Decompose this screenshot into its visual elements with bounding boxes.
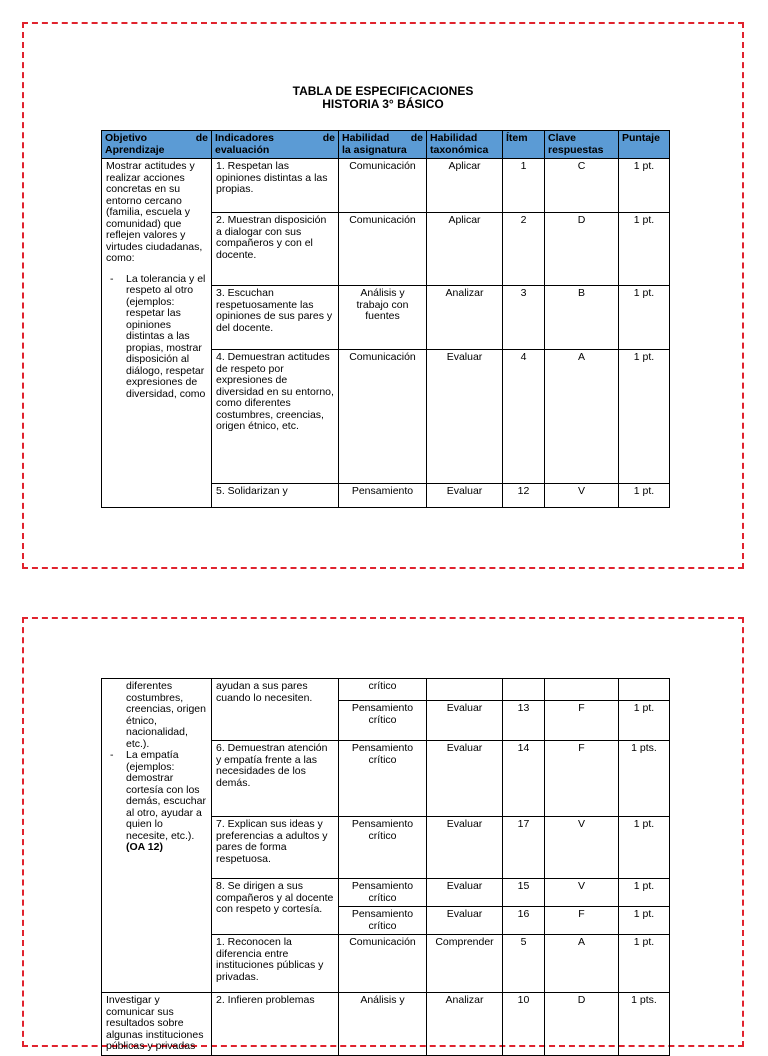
- answer-key-cell: A: [545, 935, 619, 993]
- indicator-cell: 4. Demuestran actitudes de respeto por expresiones de diversidad en su entorno, como diferentes costumbres, creencias, origen étnico, etc.: [212, 350, 339, 484]
- taxonomy-cell: Comprender: [427, 935, 503, 993]
- specifications-table: [101, 130, 670, 508]
- indicator-cell: 1. Reconocen la diferencia entre instituciones públicas y privadas.: [212, 935, 339, 993]
- item-cell: 4: [503, 350, 545, 484]
- indicator-cell: ayudan a sus pares cuando lo necesiten.: [212, 679, 339, 741]
- document-page-2: [22, 617, 744, 1052]
- objective-cell: [102, 159, 212, 508]
- item-cell: 1: [503, 159, 545, 213]
- taxonomy-cell: [427, 679, 503, 701]
- item-cell: 17: [503, 817, 545, 879]
- skill-cell: Análisis y trabajo con fuentes: [339, 286, 427, 350]
- item-cell: 10: [503, 993, 545, 1056]
- skill-cell: crítico: [339, 679, 427, 701]
- answer-key-cell: [545, 679, 619, 701]
- indicator-cell: 8. Se dirigen a sus compañeros y al docente con respeto y cortesía.: [212, 879, 339, 935]
- indicator-cell: 1. Respetan las opiniones distintas a las propias.: [212, 159, 339, 213]
- title-line-1: TABLA DE ESPECIFICACIONES: [292, 84, 474, 98]
- taxonomy-cell: Analizar: [427, 993, 503, 1056]
- objective-code: (OA 12): [126, 841, 163, 853]
- table-row: [102, 159, 670, 213]
- objective-bullet: - La empatía (ejemplos: demostrar cortesía con los demás, escuchar al otro, ayudar a quien lo necesite, etc.). (OA 12): [106, 750, 207, 854]
- answer-key-cell: V: [545, 879, 619, 907]
- score-cell: 1 pt.: [619, 350, 670, 484]
- item-cell: 14: [503, 741, 545, 817]
- specifications-table-continued: [101, 678, 670, 1056]
- answer-key-cell: F: [545, 907, 619, 935]
- score-cell: 1 pt.: [619, 817, 670, 879]
- objective-bullet: - La tolerancia y el respeto al otro (ejemplos: respetar las opiniones distintas a las propias, mostrar disposición al diálogo, respetar expresiones de diversidad, como: [106, 274, 207, 401]
- skill-cell: Pensamiento crítico: [339, 907, 427, 935]
- indicator-cell: 6. Demuestran atención y empatía frente a las necesidades de los demás.: [212, 741, 339, 817]
- header-item: Ítem: [503, 131, 545, 159]
- skill-cell: Comunicación: [339, 213, 427, 286]
- answer-key-cell: B: [545, 286, 619, 350]
- taxonomy-cell: Evaluar: [427, 350, 503, 484]
- answer-key-cell: V: [545, 817, 619, 879]
- table-header-row: [102, 131, 670, 159]
- skill-cell: Pensamiento: [339, 484, 427, 508]
- document-page-1: [22, 22, 744, 569]
- skill-cell: Pensamiento crítico: [339, 817, 427, 879]
- answer-key-cell: A: [545, 350, 619, 484]
- taxonomy-cell: Aplicar: [427, 213, 503, 286]
- skill-cell: Comunicación: [339, 159, 427, 213]
- header-clave: Clave respuestas: [545, 131, 619, 159]
- indicator-cell: 3. Escuchan respetuosamente las opiniones de sus pares y del docente.: [212, 286, 339, 350]
- indicator-cell: 2. Infieren problemas: [212, 993, 339, 1056]
- taxonomy-cell: Evaluar: [427, 879, 503, 907]
- objective-cell: [102, 679, 212, 993]
- skill-cell: Pensamiento crítico: [339, 701, 427, 741]
- header-indicadores: Indicadores de evaluación: [212, 131, 339, 159]
- item-cell: 3: [503, 286, 545, 350]
- score-cell: 1 pt.: [619, 484, 670, 508]
- taxonomy-cell: Evaluar: [427, 907, 503, 935]
- score-cell: 1 pt.: [619, 879, 670, 907]
- document-title: [24, 85, 742, 111]
- skill-cell: Pensamiento crítico: [339, 741, 427, 817]
- item-cell: 5: [503, 935, 545, 993]
- item-cell: 12: [503, 484, 545, 508]
- indicator-cell: 7. Explican sus ideas y preferencias a adultos y pares de forma respetuosa.: [212, 817, 339, 879]
- objective-cell: Investigar y comunicar sus resultados sobre algunas instituciones públicas y privadas: [102, 993, 212, 1056]
- taxonomy-cell: Evaluar: [427, 741, 503, 817]
- score-cell: 1 pt.: [619, 701, 670, 741]
- item-cell: 13: [503, 701, 545, 741]
- score-cell: 1 pt.: [619, 907, 670, 935]
- taxonomy-cell: Evaluar: [427, 701, 503, 741]
- skill-cell: Pensamiento crítico: [339, 879, 427, 907]
- score-cell: 1 pts.: [619, 741, 670, 817]
- title-line-2: HISTORIA 3° BÁSICO: [322, 97, 444, 111]
- table-row: [102, 679, 670, 701]
- answer-key-cell: F: [545, 701, 619, 741]
- answer-key-cell: V: [545, 484, 619, 508]
- score-cell: 1 pt.: [619, 935, 670, 993]
- indicator-cell: 5. Solidarizan y: [212, 484, 339, 508]
- answer-key-cell: D: [545, 213, 619, 286]
- objective-continued: diferentes costumbres, creencias, origen étnico, nacionalidad, etc.).: [126, 680, 206, 750]
- score-cell: 1 pt.: [619, 286, 670, 350]
- item-cell: 16: [503, 907, 545, 935]
- skill-cell: Comunicación: [339, 350, 427, 484]
- item-cell: 2: [503, 213, 545, 286]
- header-objetivo: Objetivo de Aprendizaje: [102, 131, 212, 159]
- taxonomy-cell: Analizar: [427, 286, 503, 350]
- header-habilidad: Habilidad de la asignatura: [339, 131, 427, 159]
- item-cell: [503, 679, 545, 701]
- score-cell: 1 pt.: [619, 213, 670, 286]
- header-puntaje: Puntaje: [619, 131, 670, 159]
- objective-intro: Mostrar actitudes y realizar acciones concretas en su entorno cercano (familia, escuela y comunidad) que reflejen valores y virtudes ciudadanas, como:: [106, 160, 203, 264]
- taxonomy-cell: Evaluar: [427, 817, 503, 879]
- score-cell: 1 pts.: [619, 993, 670, 1056]
- answer-key-cell: C: [545, 159, 619, 213]
- taxonomy-cell: Evaluar: [427, 484, 503, 508]
- taxonomy-cell: Aplicar: [427, 159, 503, 213]
- skill-cell: Análisis y: [339, 993, 427, 1056]
- answer-key-cell: F: [545, 741, 619, 817]
- indicator-cell: 2. Muestran disposición a dialogar con sus compañeros y con el docente.: [212, 213, 339, 286]
- answer-key-cell: D: [545, 993, 619, 1056]
- skill-cell: Comunicación: [339, 935, 427, 993]
- header-taxonomica: Habilidad taxonómica: [427, 131, 503, 159]
- item-cell: 15: [503, 879, 545, 907]
- score-cell: [619, 679, 670, 701]
- score-cell: 1 pt.: [619, 159, 670, 213]
